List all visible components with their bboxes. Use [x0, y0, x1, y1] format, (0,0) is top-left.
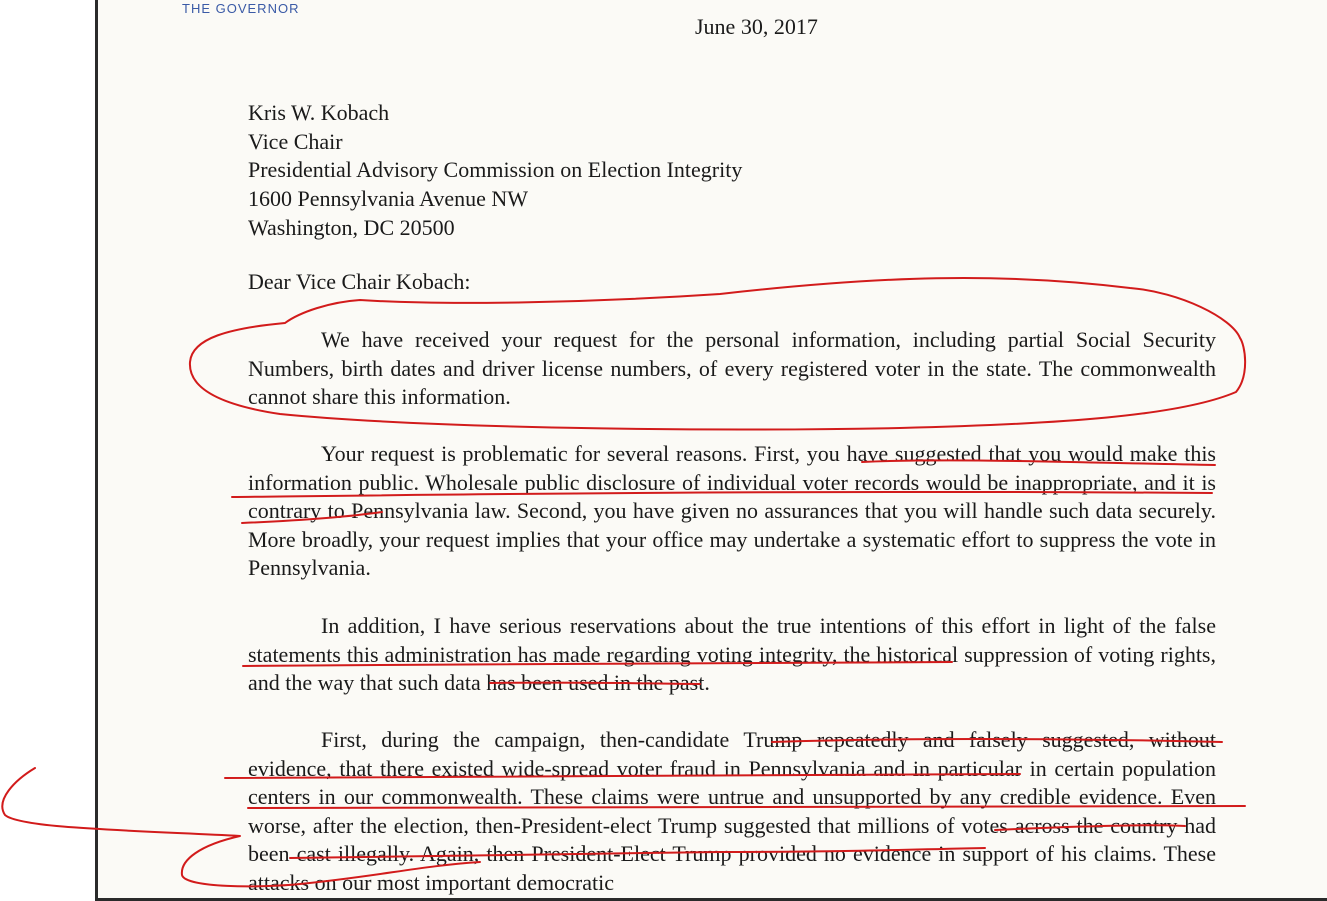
address-line-organization: Presidential Advisory Commission on Election Integrity	[248, 157, 743, 183]
recipient-address	[248, 99, 742, 243]
letter-page	[95, 0, 1327, 901]
address-line-city: Washington, DC 20500	[248, 214, 455, 240]
paragraph-request-problematic: Your request is problematic for several reasons. First, you have suggested that you would make this information public. Wholesale public disclosure of individual voter records would be inappropriate, and it is contrary to Pennsylvania law. Second, you have given no assurances that you will handle such data securely. More broadly, your request implies that your office may undertake a systematic effort to suppress the vote in Pennsylvania.	[248, 441, 1216, 581]
letter-date: June 30, 2017	[695, 14, 818, 39]
paragraph-reservations: In addition, I have serious reservations about the true intentions of this effort in light of the false statements this administration has made regarding voting integrity, the historical suppression of voting rights, and the way that such data has been used in the past.	[248, 613, 1216, 696]
letterhead-title: THE GOVERNOR	[182, 1, 300, 16]
address-line-title: Vice Chair	[248, 128, 343, 154]
paragraph-request-received: We have received your request for the personal information, including partial Social Security Numbers, birth dates and driver license numbers, of every registered voter in the state. The commonwealth cannot share this information.	[248, 327, 1216, 410]
paragraph-campaign-claims: First, during the campaign, then-candidate Trump repeatedly and falsely suggested, without evidence, that there existed wide-spread voter fraud in Pennsylvania and in particular in certain population centers in our commonwealth. These claims were untrue and unsupported by any credible evidence. Even worse, after the election, then-President-elect Trump suggested that millions of votes across the country had been cast illegally. Again, then President-Elect Trump provided no evidence in support of his claims. These attacks on our most important democratic	[248, 727, 1216, 895]
address-line-street: 1600 Pennsylvania Avenue NW	[248, 186, 529, 212]
address-line-name: Kris W. Kobach	[248, 100, 390, 125]
salutation: Dear Vice Chair Kobach:	[248, 269, 471, 294]
